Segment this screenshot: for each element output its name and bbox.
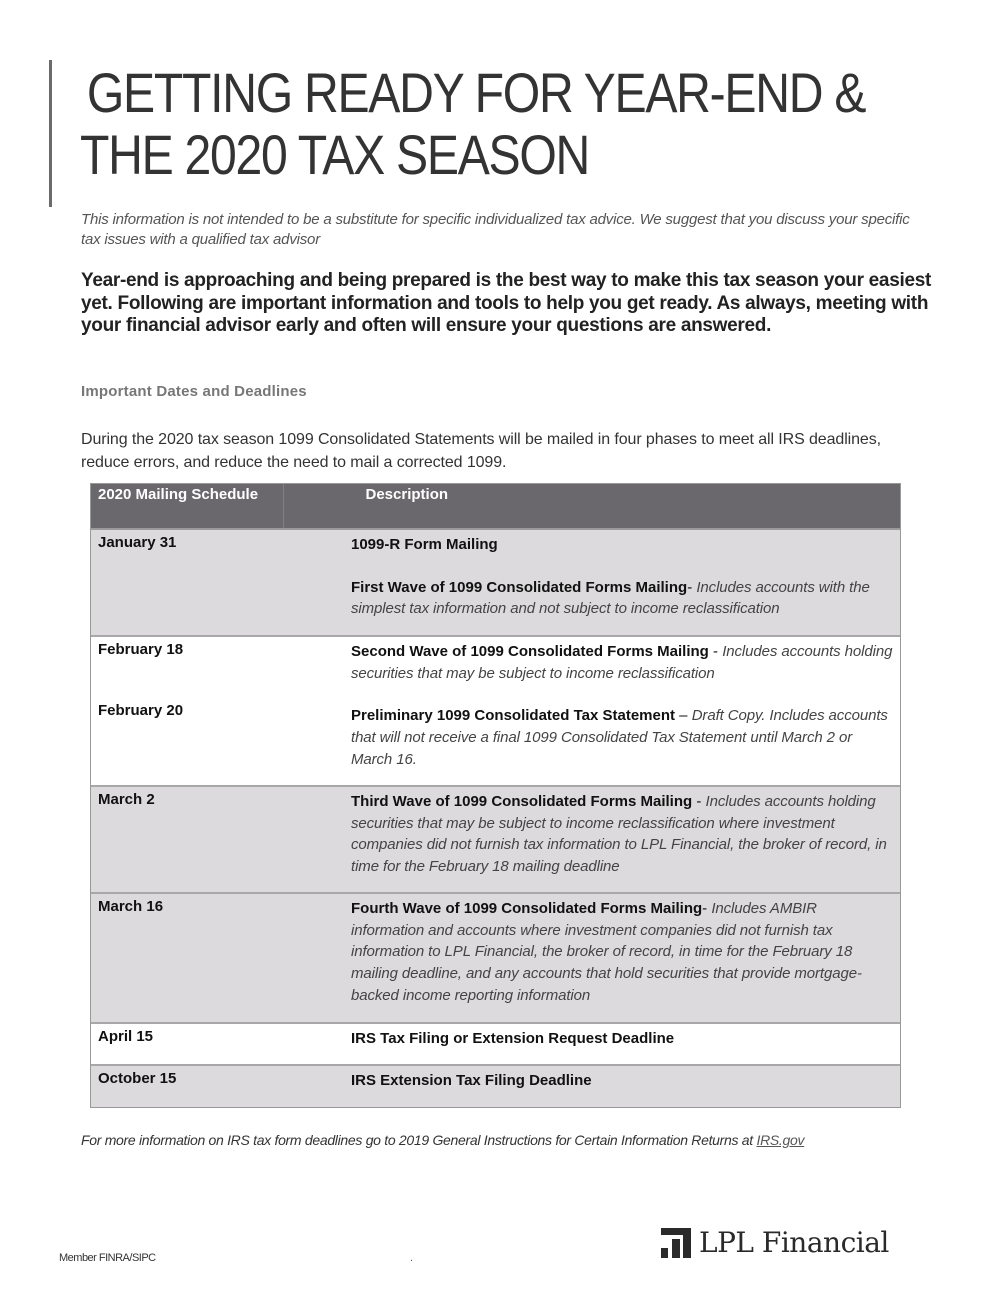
entry-title: 1099-R Form Mailing: [351, 536, 498, 553]
schedule-date-cell: [90, 1023, 283, 1065]
column-header-schedule: 2020 Mailing Schedule: [90, 483, 283, 529]
section-lead: During the 2020 tax season 1099 Consolidated Statements will be mailed in four phases to meet all IRS deadlines, reduce errors, and reduce the need to mail a corrected 1099.: [81, 431, 881, 471]
entry-title: Second Wave of 1099 Consolidated Forms Mailing: [351, 643, 709, 660]
table-header-row: [90, 483, 901, 529]
lpl-logo-mark-icon: [661, 1228, 691, 1258]
schedule-date: April 15: [98, 1028, 154, 1045]
table-row: [90, 1023, 901, 1065]
description-entry: [351, 1028, 893, 1050]
page-title-line-1: GETTING READY FOR YEAR-END &: [86, 61, 866, 124]
schedule-date: January 31: [98, 534, 177, 551]
schedule-description-cell: [283, 786, 901, 893]
schedule-description-cell: [283, 1065, 901, 1107]
schedule-description-cell: [283, 529, 901, 636]
table-row: [90, 636, 901, 786]
schedule-description-cell: [283, 636, 901, 786]
description-entry: [351, 534, 893, 556]
page-title: [80, 61, 866, 186]
schedule-description-cell: [283, 1023, 901, 1065]
entry-detail: Draft Copy. Includes accounts that will not receive a final 1099 Consolidated Tax Statement until March 2 or March 16.: [351, 707, 888, 768]
description-entry: [351, 705, 893, 770]
schedule-description-cell: [283, 893, 901, 1023]
entry-title: Third Wave of 1099 Consolidated Forms Mailing: [351, 793, 693, 810]
section-heading: Important Dates and Deadlines: [81, 383, 307, 400]
entry-detail: Includes accounts with the simplest tax information and not subject to income reclassification: [351, 578, 870, 618]
entry-detail: Includes accounts holding securities that may be subject to income reclassification where investment companies did not furnish tax information to LPL Financial, the broker of record, in time for the February 18 mailing deadline: [351, 793, 887, 876]
entry-detail: Includes accounts holding securities that may be subject to income reclassification: [351, 643, 893, 682]
description-entry: [351, 1070, 893, 1092]
entry-detail: Includes AMBIR information and accounts where investment companies did not furnish tax information to LPL Financial, the broker of record, in time for the February 18 mailing deadline, and any accounts that hold securities that provide mortgage-backed income reporting information: [351, 900, 862, 1004]
description-entry: [351, 898, 893, 1007]
member-finra-sipc: Member FINRA/SIPC: [59, 1252, 156, 1264]
description-entry: [351, 577, 893, 620]
entry-separator: -: [687, 578, 697, 596]
entry-title: Fourth Wave of 1099 Consolidated Forms Mailing: [351, 900, 703, 917]
schedule-date-secondary: February 20: [98, 702, 184, 719]
table-row: [90, 1065, 901, 1107]
schedule-date-cell: [90, 529, 283, 636]
table-row: [90, 529, 901, 636]
entry-title: IRS Extension Tax Filing Deadline: [351, 1072, 592, 1089]
intro-paragraph: Year-end is approaching and being prepared is the best way to make this tax season your easiest yet. Following are important information and tools to help you get ready. As always, meeting with your financial advisor early and often will ensure your questions are answered.: [81, 270, 932, 336]
table-row: [90, 786, 901, 893]
schedule-date-cell: [90, 786, 283, 893]
schedule-date: March 16: [98, 898, 164, 915]
table-row: [90, 893, 901, 1023]
schedule-date-cell: [90, 636, 283, 786]
lpl-logo: [661, 1226, 889, 1259]
disclaimer: This information is not intended to be a substitute for specific individualized tax advice. We suggest that you discuss your specific tax issues with a qualified tax advisor: [81, 211, 910, 248]
schedule-date-cell: [90, 893, 283, 1023]
entry-separator: -: [702, 900, 712, 917]
description-entry: [351, 641, 893, 684]
entry-separator: -: [708, 643, 723, 660]
column-header-description: Description: [283, 483, 901, 529]
irs-gov-link[interactable]: IRS.gov: [756, 1132, 805, 1148]
title-accent-bar: [49, 60, 52, 207]
footnote-text: For more information on IRS tax form deadlines go to 2019 General Instructions for Certain Information Returns at: [81, 1132, 757, 1148]
entry-title: IRS Tax Filing or Extension Request Deadline: [351, 1030, 675, 1047]
entry-title: First Wave of 1099 Consolidated Forms Mailing: [351, 578, 688, 596]
entry-title: Preliminary 1099 Consolidated Tax Statement: [351, 707, 676, 725]
lpl-logo-text: LPL Financial: [699, 1226, 889, 1259]
description-entry: [351, 791, 893, 878]
entry-separator: –: [675, 707, 692, 725]
schedule-date-cell: [90, 1065, 283, 1107]
schedule-date: March 2: [98, 791, 155, 808]
schedule-date: October 15: [98, 1070, 177, 1087]
footer-dot: .: [410, 1252, 414, 1264]
mailing-schedule-table: [90, 483, 901, 1107]
schedule-date: February 18: [98, 641, 184, 658]
footnote: [81, 1132, 941, 1148]
entry-separator: -: [692, 793, 706, 810]
page-title-line-2: THE 2020 TAX SEASON: [80, 123, 590, 186]
